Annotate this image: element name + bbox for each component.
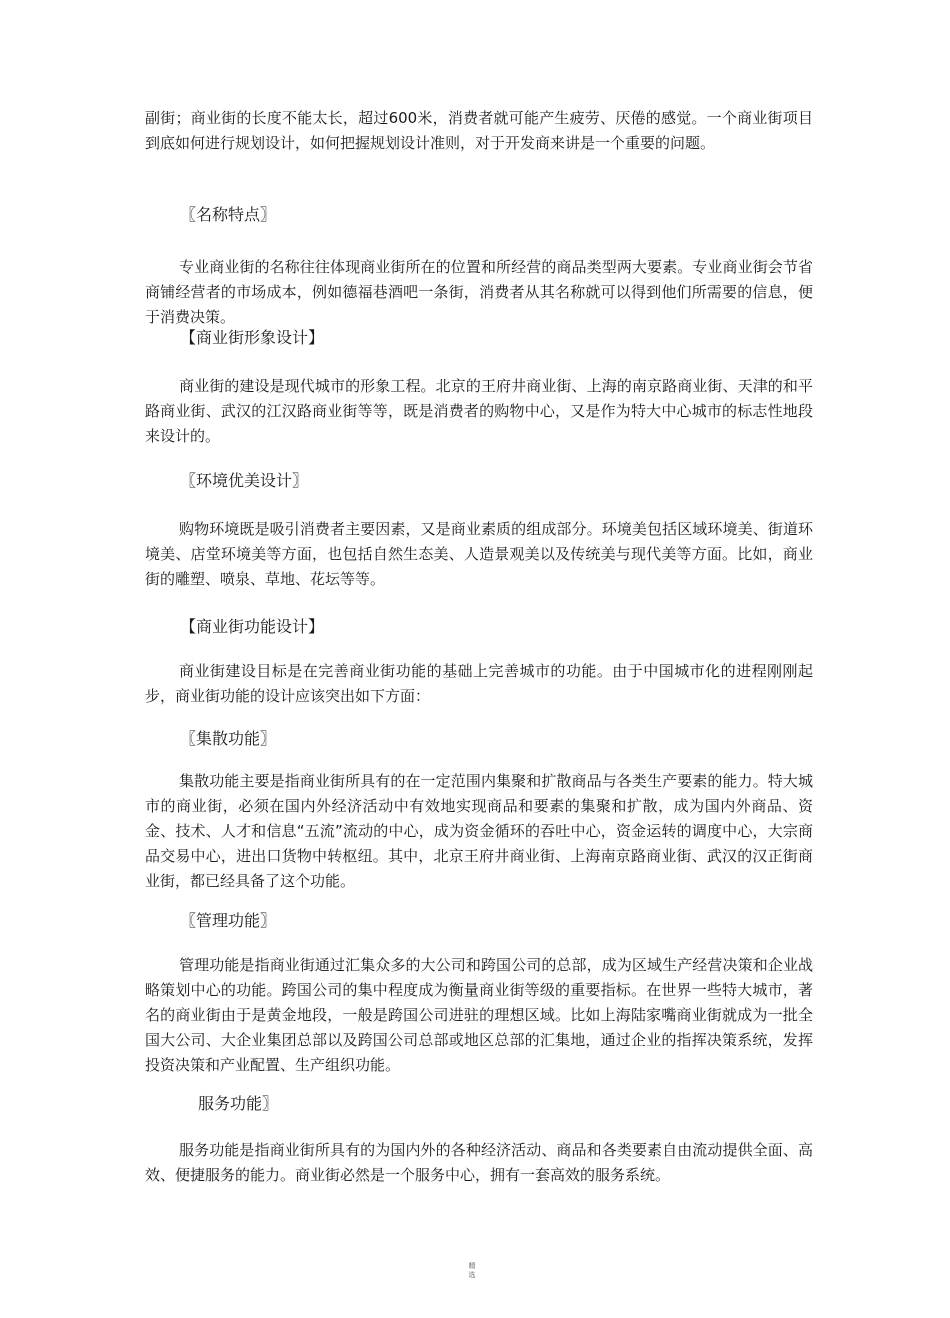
paragraph-environment-design: 购物环境既是吸引消费者主要因素，又是商业素质的组成部分。环境美包括区域环境美、街道环境美、店堂环境美等方面，也包括自然生态美、人造景观美以及传统美与现代美等方面。比如，商业街的雕塑、喷泉、草地、花坛等等。 [145, 520, 813, 588]
heading-name-features: 〖名称特点〗 [180, 205, 277, 224]
paragraph-distribution-function: 集散功能主要是指商业街所具有的在一定范围内集聚和扩散商品与各类生产要素的能力。特大城市的商业街，必须在国内外经济活动中有效地实现商品和要素的集聚和扩散，成为国内外商品、资金、技术、人才和信息“五流”流动的中心，成为资金循环的吞吐中心，资金运转的调度中心，大宗商品交易中心，进出口货物中转枢纽。其中，北京王府井商业街、上海南京路商业街、武汉的汉正街商业街，都已经具备了这个功能。 [145, 772, 813, 890]
heading-management-function: 〖管理功能〗 [180, 911, 277, 930]
heading-function-design: 【商业街功能设计】 [180, 617, 325, 636]
paragraph-service-function: 服务功能是指商业街所具有的为国内外的各种经济活动、商品和各类要素自由流动提供全面、高效、便捷服务的能力。商业街必然是一个服务中心，拥有一套高效的服务系统。 [145, 1141, 813, 1184]
heading-distribution-function: 〖集散功能〗 [180, 729, 277, 748]
heading-environment-design: 〖环境优美设计〗 [180, 471, 309, 490]
paragraph-image-design: 商业街的建设是现代城市的形象工程。北京的王府井商业街、上海的南京路商业街、天津的和平路商业街、武汉的江汉路商业街等等，既是消费者的购物中心，又是作为特大中心城市的标志性地段来设计的。 [145, 377, 813, 445]
heading-service-function: 服务功能〗 [198, 1094, 279, 1113]
paragraph-intro: 副街；商业街的长度不能太长，超过600米，消费者就可能产生疲劳、厌倦的感觉。一个商业街项目到底如何进行规划设计，如何把握规划设计准则，对于开发商来讲是一个重要的问题。 [145, 109, 813, 152]
paragraph-management-function: 管理功能是指商业街通过汇集众多的大公司和跨国公司的总部，成为区域生产经营决策和企业战略策划中心的功能。跨国公司的集中程度成为衡量商业街等级的重要指标。在世界一些特大城市，著名的商业街由于是黄金地段，一般是跨国公司进驻的理想区域。比如上海陆家嘴商业街就成为一批全国大公司、大企业集团总部以及跨国公司总部或地区总部的汇集地，通过企业的指挥决策系统，发挥投资决策和产业配置、生产组织功能。 [145, 956, 813, 1074]
paragraph-name-features: 专业商业街的名称往往体现商业街所在的位置和所经营的商品类型两大要素。专业商业街会节省商铺经营者的市场成本，例如德福巷酒吧一条街，消费者从其名称就可以得到他们所需要的信息，便于消费决策。 [145, 258, 813, 326]
heading-image-design: 【商业街形象设计】 [180, 328, 325, 347]
page-footer-label: 精选 [468, 1262, 476, 1279]
paragraph-function-design: 商业街建设目标是在完善商业街功能的基础上完善城市的功能。由于中国城市化的进程刚刚起步，商业街功能的设计应该突出如下方面： [145, 662, 813, 705]
